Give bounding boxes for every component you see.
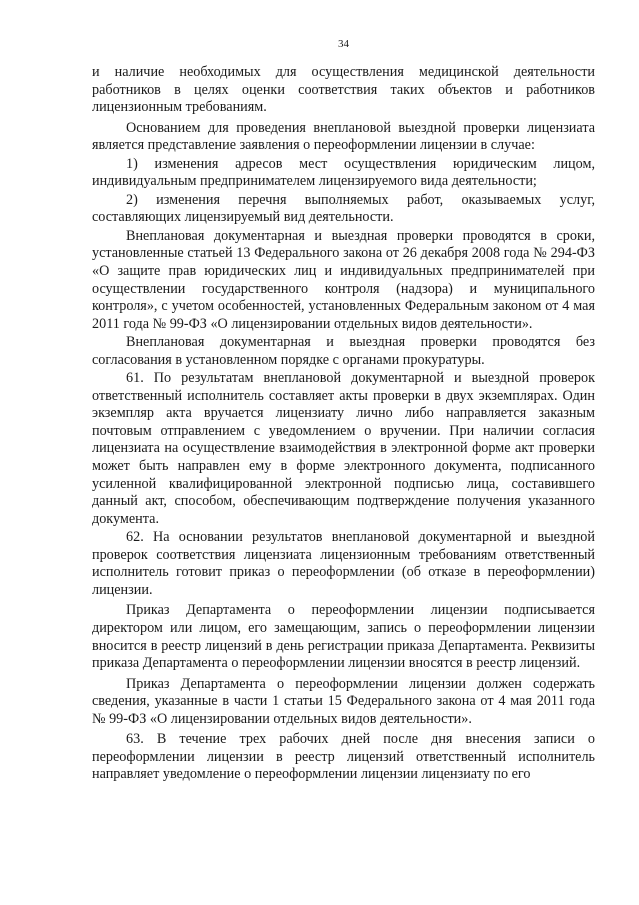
paragraph: Приказ Департамента о переоформлении лицензии должен содержать сведения, указанные в части 1 статьи 15 Федерального закона от 4 мая 2011 года № 99-ФЗ «О лицензировании отдельных видов деятельности».	[92, 675, 595, 727]
paragraph: 1) изменения адресов мест осуществления юридическим лицом, индивидуальным предпринимателем лицензируемого вида деятельности;	[92, 155, 595, 190]
paragraph: Внеплановая документарная и выездная проверки проводятся без согласования в установленном порядке с органами прокуратуры.	[92, 334, 595, 368]
page-number: 34	[338, 38, 349, 50]
paragraph: Основанием для проведения внеплановой выездной проверки лицензиата является представление заявления о переоформлении лицензии в случае:	[92, 119, 595, 154]
paragraph: Внеплановая документарная и выездная проверки проводятся в сроки, установленные статьей 13 Федерального закона от 26 декабря 2008 года № 294-ФЗ «О защите прав юридических лиц и индивидуальных предпринимателей при осуществлении государственного контроля (надзора) и муниципального контроля», с учетом особенностей, установленных Федеральным законом от 4 мая 2011 года № 99-ФЗ «О лицензировании отдельных видов деятельности».	[92, 227, 595, 332]
paragraph: 63. В течение трех рабочих дней после дня внесения записи о переоформлении лицензии в реестр лицензий ответственный исполнитель направляет уведомление о переоформлении лицензии лицензиату по его	[92, 731, 595, 783]
document-body	[92, 64, 595, 784]
paragraph: 62. На основании результатов внеплановой документарной и выездной проверок соответствия лицензиата лицензионным требованиям ответственный исполнитель готовит приказ о переоформлении (об отказе в переоформлении) лицензии.	[92, 529, 595, 598]
paragraph: и наличие необходимых для осуществления медицинской деятельности работников в целях оценки соответствия таких объектов и работников лицензионным требованиям.	[92, 64, 595, 116]
paragraph: 61. По результатам внеплановой документарной и выездной проверок ответственный исполнитель составляет акты проверки в двух экземплярах. Один экземпляр акта вручается лицензиату лично либо направляется заказным почтовым отправлением с уведомлением о вручении. При наличии согласия лицензиата на осуществление взаимодействия в электронной форме акт проверки может быть направлен ему в форме электронного документа, подписанного усиленной квалифицированной электронной подписью лица, составившего данный акт, способом, обеспечивающим подтверждение получения указанного документа.	[92, 370, 595, 527]
paragraph: 2) изменения перечня выполняемых работ, оказываемых услуг, составляющих лицензируемый вид деятельности.	[92, 191, 595, 226]
paragraph: Приказ Департамента о переоформлении лицензии подписывается директором или лицом, его замещающим, запись о переоформлении лицензии вносится в реестр лицензий в день регистрации приказа Департамента. Реквизиты приказа Департамента о переоформлении лицензии вносятся в реестр лицензий.	[92, 602, 595, 672]
